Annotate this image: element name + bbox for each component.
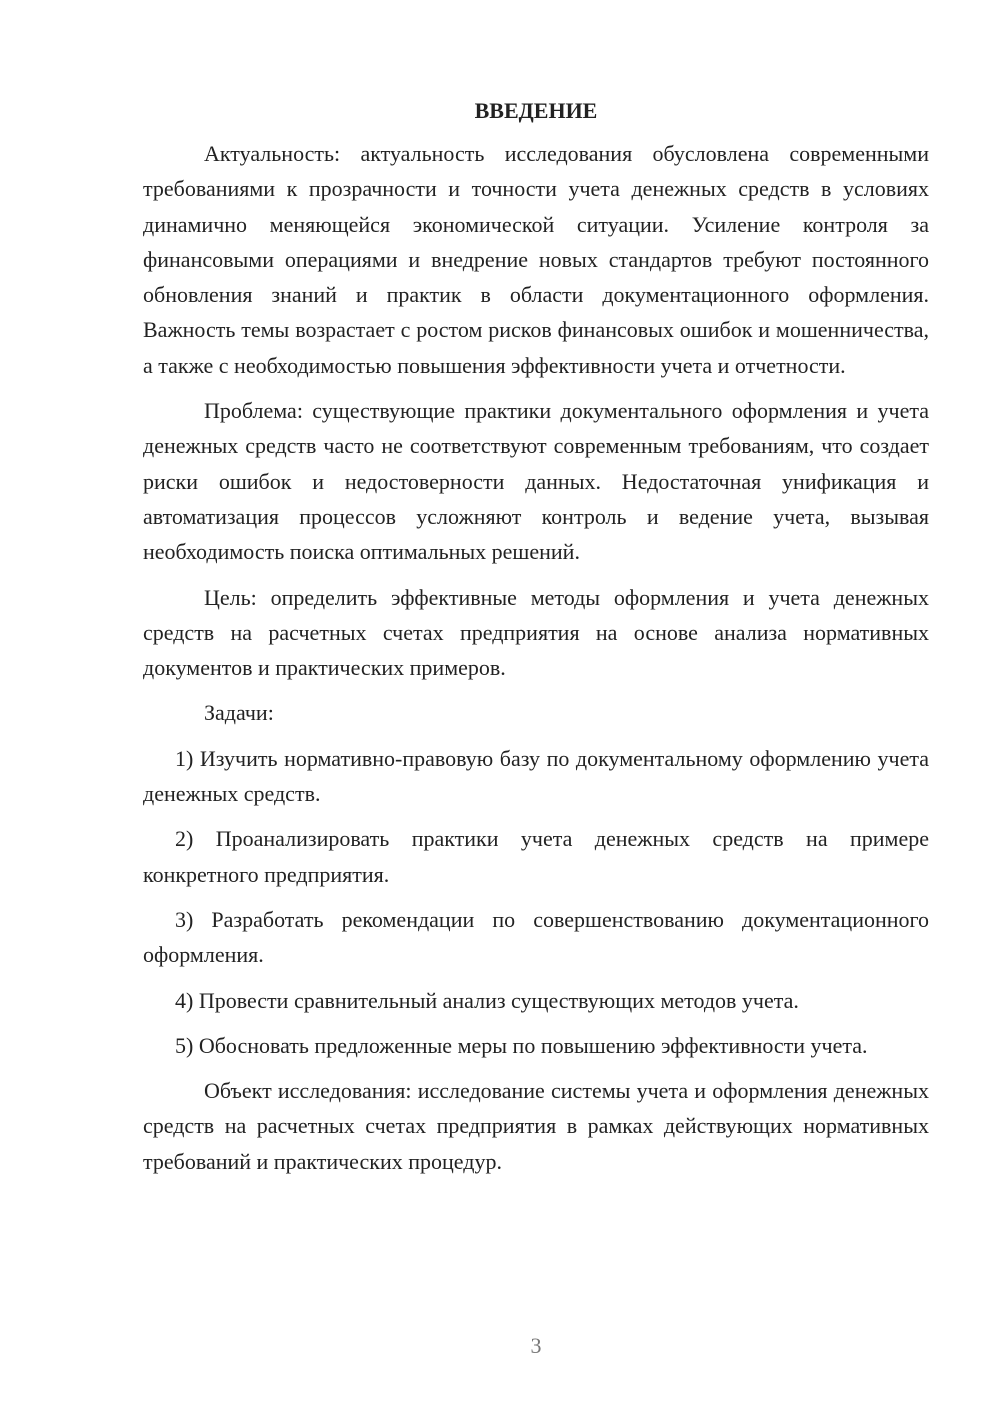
task-item-1: 1) Изучить нормативно-правовую базу по документальному оформлению учета денежных средств.: [143, 745, 929, 807]
paragraph-relevance: Актуальность: актуальность исследования обусловлена современными требованиями к прозрачности и точности учета денежных средств в условиях динамично меняющейся экономической ситуации. Усиление контроля за финансовыми операциями и внедрение новых стандартов требуют постоянного обновления знаний и практик в области документационного оформления. Важность темы возрастает с ростом рисков финансовых ошибок и мошенничества, а также с необходимостью повышения эффективности учета и отчетности.: [143, 141, 929, 378]
paragraph-problem: Проблема: существующие практики документального оформления и учета денежных средств часто не соответствуют современным требованиям, что создает риски ошибок и недостоверности данных. Недостаточная унификация и автоматизация процессов усложняют контроль и ведение учета, вызывая необходимость поиска оптимальных решений.: [143, 398, 929, 565]
page-content: [143, 96, 929, 1189]
task-item-2: 2) Проанализировать практики учета денежных средств на примере конкретного предприятия.: [143, 826, 929, 887]
task-item-3: 3) Разработать рекомендации по совершенствованию документационного оформления.: [143, 906, 929, 968]
paragraph-goal: Цель: определить эффективные методы оформления и учета денежных средств на расчетных счетах предприятия на основе анализа нормативных документов и практических примеров.: [143, 584, 929, 681]
page-number: 3: [530, 1333, 542, 1358]
task-item-5: 5) Обосновать предложенные меры по повышению эффективности учета.: [175, 1032, 868, 1058]
task-item-4: 4) Провести сравнительный анализ существующих методов учета.: [175, 987, 799, 1013]
paragraph-object: Объект исследования: исследование системы учета и оформления денежных средств на расчетных счетах предприятия в рамках действующих нормативных требований и практических процедур.: [143, 1078, 929, 1174]
section-title: ВВЕДЕНИЕ: [474, 98, 598, 123]
tasks-heading: Задачи:: [204, 700, 274, 726]
